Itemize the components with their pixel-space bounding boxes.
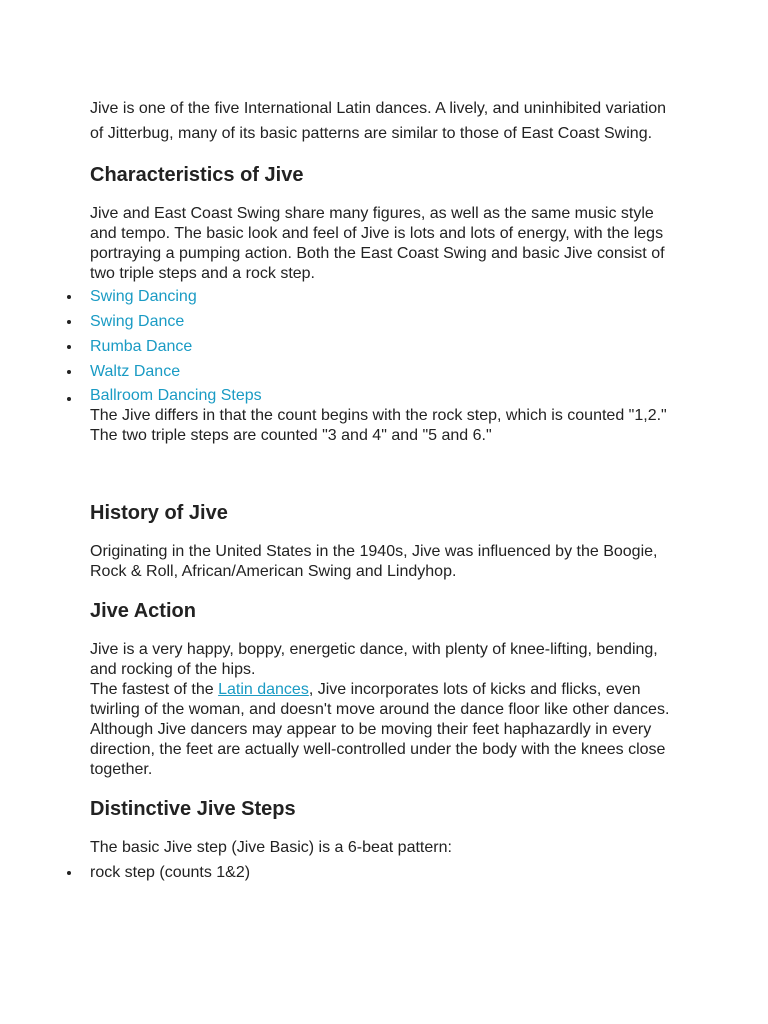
steps-heading: Distinctive Jive Steps [90,798,296,820]
action-paragraph-1: Jive is a very happy, boppy, energetic dance, with plenty of knee-lifting, bending, and rocking of the hips. [90,641,658,678]
link-swing-dancing[interactable]: Swing Dancing [90,288,197,305]
action-heading: Jive Action [90,600,196,622]
steps-paragraph: The basic Jive step (Jive Basic) is a 6-beat pattern: [90,839,452,856]
characteristics-paragraph: Jive and East Coast Swing share many figures, as well as the same music style and tempo. The basic look and feel of Jive is lots and lots of energy, with the legs portraying a pumping action. Both the East Coast Swing and basic Jive consist of two triple steps and a rock step. [90,205,665,282]
intro-paragraph: Jive is one of the five International Latin dances. A lively, and uninhibited variation of Jitterbug, many of its basic patterns are similar to those of East Coast Swing. [90,100,667,142]
action-text-before: The fastest of the [90,681,219,698]
related-links-list [90,284,680,406]
history-heading: History of Jive [90,502,228,524]
link-waltz-dance[interactable]: Waltz Dance [90,363,181,380]
list-item: rock step (counts 1&2) [90,860,680,885]
count-paragraph: The Jive differs in that the count begins with the rock step, which is counted "1,2." The two triple steps are counted "3 and 4" and "5 and 6." [90,407,667,444]
article [90,96,680,885]
list-item [90,309,680,334]
action-text-after: , Jive incorporates lots of kicks and flicks, even twirling of the woman, and doesn't move around the dance floor like other dances. Although Jive dancers may appear to be moving their feet haphazardly in every direction, the feet are actually well-controlled under the body with the knees close together. [90,681,670,778]
list-item [90,284,680,309]
link-ballroom-dancing-steps[interactable]: Ballroom Dancing Steps [90,387,262,404]
list-item [90,386,680,406]
link-latin-dances[interactable]: Latin dances [218,681,309,698]
action-paragraph-2 [90,680,680,780]
list-item [90,334,680,359]
history-paragraph: Originating in the United States in the 1940s, Jive was influenced by the Boogie, Rock & Roll, African/American Swing and Lindyhop. [90,543,658,580]
characteristics-heading: Characteristics of Jive [90,164,304,186]
list-item [90,359,680,384]
link-swing-dance[interactable]: Swing Dance [90,313,185,330]
steps-list [90,860,680,885]
link-rumba-dance[interactable]: Rumba Dance [90,338,193,355]
